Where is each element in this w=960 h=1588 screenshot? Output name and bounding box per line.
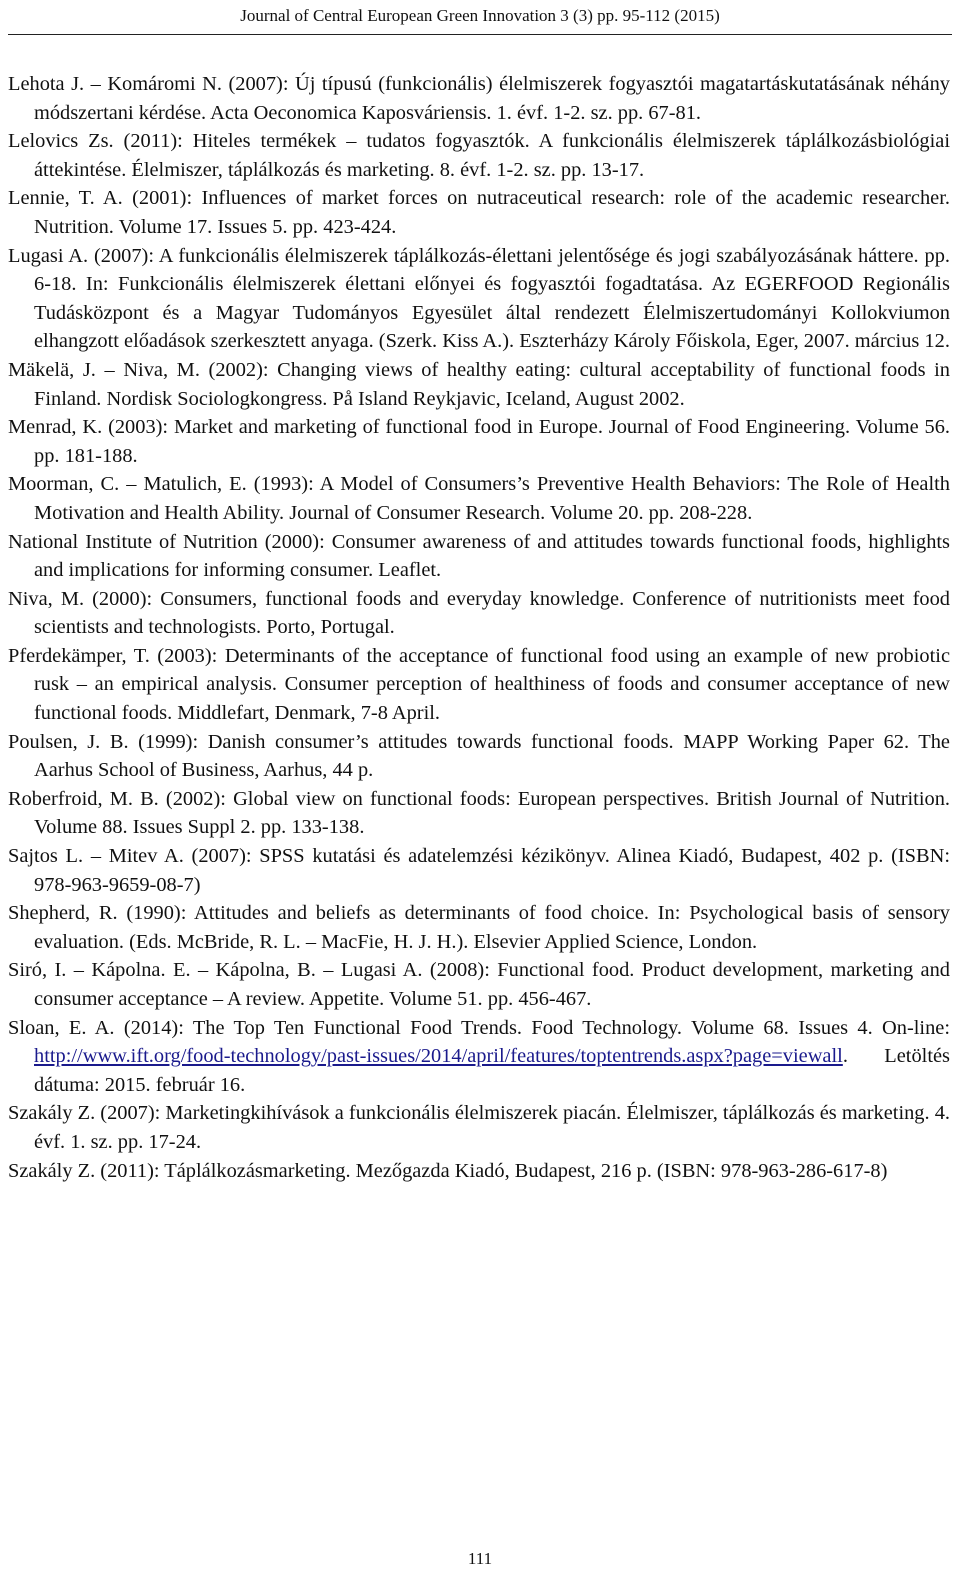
reference-text: Niva, M. (2000): Consumers, functional foods and everyday knowledge. Conference of nutritionists meet food scientists and technologists. Porto, Portugal. — [8, 587, 950, 639]
reference-item — [8, 70, 950, 127]
reference-item — [8, 413, 950, 470]
reference-item — [8, 785, 950, 842]
reference-item — [8, 1157, 950, 1186]
reference-text: Lehota J. – Komáromi N. (2007): Új típusú (funkcionális) élelmiszerek fogyasztói magatartáskutatásának néhány módszertani kérdése. Acta Oeconomica Kaposváriensis. 1. évf. 1-2. sz. pp. 67-81. — [8, 73, 950, 124]
reference-item — [8, 356, 950, 413]
reference-text: Shepherd, R. (1990): Attitudes and beliefs as determinants of food choice. In: Psychological basis of sensory evaluation. (Eds. McBride, R. L. – MacFie, H. J. H.). Elsevier Applied Science, London. — [8, 902, 950, 953]
reference-url-link[interactable]: http://www.ift.org/food-technology/past-issues/2014/april/features/toptentrends.aspx?page=viewall — [34, 1045, 843, 1068]
reference-text: Moorman, C. – Matulich, E. (1993): A Model of Consumers’s Preventive Health Behaviors: The Role of Health Motivation and Health Ability. Journal of Consumer Research. Volume 20. pp. 208-228. — [8, 473, 950, 524]
reference-text: Poulsen, J. B. (1999): Danish consumer’s attitudes towards functional foods. MAPP Working Paper 62. The Aarhus School of Business, Aarhus, 44 p. — [8, 730, 950, 782]
reference-text: Pferdekämper, T. (2003): Determinants of the acceptance of functional food using an example of new probiotic rusk – an empirical analysis. Consumer perception of healthiness of foods and consumer acceptance of new functional foods. Middlefart, Denmark, 7-8 April. — [8, 644, 950, 725]
reference-text: Sajtos L. – Mitev A. (2007): SPSS kutatási és adatelemzési kézikönyv. Alinea Kiadó, Budapest, 402 p. (ISBN: 978-963-9659-08-7) — [8, 845, 950, 896]
reference-item — [8, 956, 950, 1013]
reference-item — [8, 585, 950, 642]
reference-text: Lugasi A. (2007): A funkcionális élelmiszerek táplálkozás-élettani jelentősége és jogi szabályozásának háttere. pp. 6-18. In: Funkcionális élelmiszerek élettani előnyei és fogyasztói fogadtatása. Az EGERFOOD Regionális Tudásközpont és a Magyar Tudományos Egyesület által rendezett Élelmiszertudományi Kollokviumon elhangzott előadások szerkesztett anyaga. (Szerk. Kiss A.). Eszterházy Károly Főiskola, Eger, 2007. március 12. — [8, 244, 950, 353]
reference-item — [8, 470, 950, 527]
reference-item — [8, 899, 950, 956]
header-divider — [8, 34, 952, 35]
reference-item — [8, 728, 950, 785]
reference-text: Szakály Z. (2007): Marketingkihívások a funkcionális élelmiszerek piacán. Élelmiszer, táplálkozás és marketing. 4. évf. 1. sz. pp. 17-24. — [8, 1102, 950, 1153]
reference-text: Mäkelä, J. – Niva, M. (2002): Changing views of healthy eating: cultural acceptability of functional foods in Finland. Nordisk Sociologkongress. På Island Reykjavic, Iceland, August 2002. — [8, 358, 950, 410]
reference-text: Sloan, E. A. (2014): The Top Ten Functional Food Trends. Food Technology. Volume 68. Issues 4. On-line: — [8, 1016, 950, 1039]
running-header: Journal of Central European Green Innovation 3 (3) pp. 95-112 (2015) — [240, 6, 720, 25]
reference-text: National Institute of Nutrition (2000): Consumer awareness of and attitudes towards functional foods, highlights and implications for informing consumer. Leaflet. — [8, 530, 950, 582]
reference-item — [8, 1014, 950, 1100]
reference-item — [8, 184, 950, 241]
reference-item — [8, 127, 950, 184]
reference-item — [8, 528, 950, 585]
reference-list — [8, 70, 950, 1185]
reference-text-after-link: . Letöltés dátuma: 2015. február 16. — [34, 1045, 950, 1096]
reference-item — [8, 642, 950, 728]
reference-item — [8, 242, 950, 356]
reference-text: Roberfroid, M. B. (2002): Global view on functional foods: European perspectives. British Journal of Nutrition. Volume 88. Issues Suppl 2. pp. 133-138. — [8, 787, 950, 839]
reference-text: Szakály Z. (2011): Táplálkozásmarketing. Mezőgazda Kiadó, Budapest, 216 p. (ISBN: 978-963-286-617-8) — [8, 1159, 888, 1182]
reference-item — [8, 1099, 950, 1156]
reference-text: Menrad, K. (2003): Market and marketing of functional food in Europe. Journal of Food Engineering. Volume 56. pp. 181-188. — [8, 416, 950, 467]
reference-text: Lelovics Zs. (2011): Hiteles termékek – tudatos fogyasztók. A funkcionális élelmiszerek táplálkozásbiológiai áttekintése. Élelmiszer, táplálkozás és marketing. 8. évf. 1-2. sz. pp. 13-17. — [8, 130, 950, 181]
reference-text: Siró, I. – Kápolna. E. – Kápolna, B. – Lugasi A. (2008): Functional food. Product development, marketing and consumer acceptance – A review. Appetite. Volume 51. pp. 456-467. — [8, 959, 950, 1010]
page-number: 111 — [467, 1549, 493, 1568]
reference-item — [8, 842, 950, 899]
reference-text: Lennie, T. A. (2001): Influences of market forces on nutraceutical research: role of the academic researcher. Nutrition. Volume 17. Issues 5. pp. 423-424. — [8, 187, 950, 238]
